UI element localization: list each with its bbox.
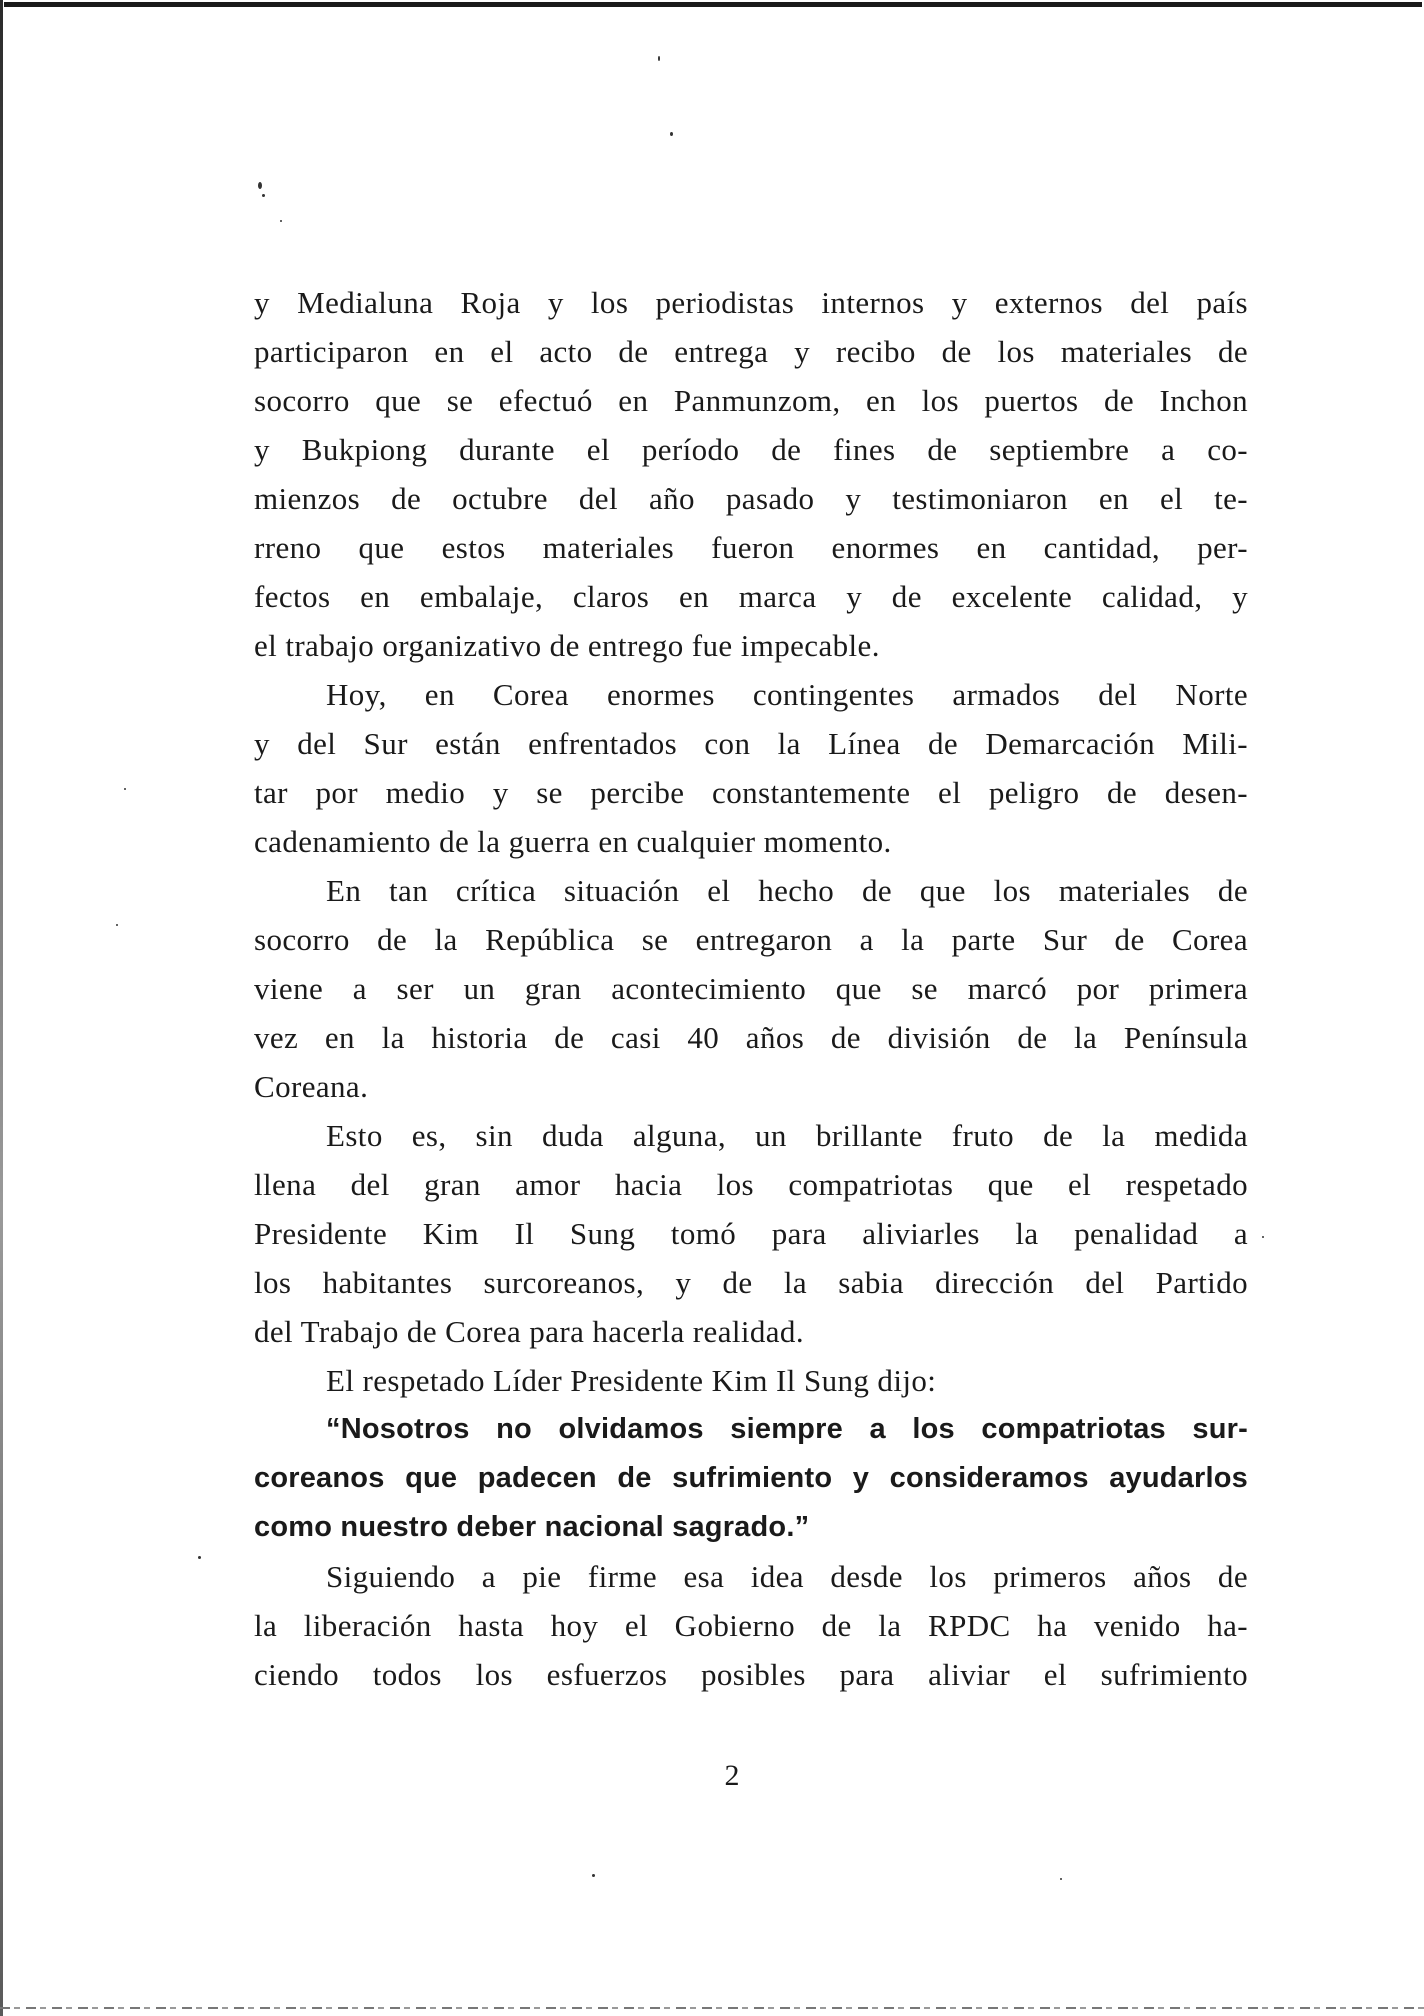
paragraph-start-line: Siguiendo a pie firme esa idea desde los primeros años de	[326, 1559, 1248, 1594]
text-line: fectos en embalaje, claros en marca y de excelente calidad, y	[254, 579, 1248, 614]
scan-edge-top	[4, 2, 1422, 7]
scan-speck	[280, 220, 282, 222]
scan-speck	[1262, 1236, 1264, 1238]
scan-speck	[124, 788, 126, 790]
scan-speck	[670, 132, 673, 136]
quote-line: “Nosotros no olvidamos siempre a los compatriotas sur-	[326, 1413, 1248, 1445]
text-line: Presidente Kim Il Sung tomó para aliviarles la penalidad a	[254, 1216, 1248, 1251]
text-line: ciendo todos los esfuerzos posibles para aliviar el sufrimiento	[254, 1657, 1248, 1692]
scan-edge-bottom	[0, 2007, 1424, 2009]
scan-speck	[116, 924, 118, 926]
text-line: el trabajo organizativo de entrego fue impecable.	[254, 628, 880, 663]
scan-speck	[262, 194, 265, 197]
quote-line: coreanos que padecen de sufrimiento y consideramos ayudarlos	[254, 1462, 1248, 1494]
text-line: y Medialuna Roja y los periodistas internos y externos del país	[254, 285, 1248, 320]
text-line: llena del gran amor hacia los compatriotas que el respetado	[254, 1167, 1248, 1202]
body-text	[254, 278, 1248, 1699]
scan-speck	[198, 1556, 201, 1559]
text-line: cadenamiento de la guerra en cualquier momento.	[254, 824, 892, 859]
paragraph-start-line: Esto es, sin duda alguna, un brillante fruto de la medida	[326, 1118, 1248, 1153]
paragraph-start-line: Hoy, en Corea enormes contingentes armados del Norte	[326, 677, 1248, 712]
scan-edge-left	[0, 0, 3, 2016]
scan-speck	[592, 1874, 595, 1877]
text-line: y del Sur están enfrentados con la Línea de Demarcación Mili-	[254, 726, 1248, 761]
text-line: vez en la historia de casi 40 años de división de la Península	[254, 1020, 1248, 1055]
text-line: y Bukpiong durante el período de fines de septiembre a co-	[254, 432, 1248, 467]
text-line: tar por medio y se percibe constantemente el peligro de desen-	[254, 775, 1248, 810]
scan-speck	[658, 56, 660, 61]
text-line: socorro que se efectuó en Panmunzom, en los puertos de Inchon	[254, 383, 1248, 418]
page-number: 2	[724, 1759, 740, 1792]
text-line: la liberación hasta hoy el Gobierno de la RPDC ha venido ha-	[254, 1608, 1248, 1643]
text-line: participaron en el acto de entrega y recibo de los materiales de	[254, 334, 1248, 369]
text-line: Coreana.	[254, 1069, 369, 1104]
text-line: socorro de la República se entregaron a la parte Sur de Corea	[254, 922, 1248, 957]
text-line: los habitantes surcoreanos, y de la sabia dirección del Partido	[254, 1265, 1248, 1300]
scan-speck	[258, 182, 262, 189]
quote-line: como nuestro deber nacional sagrado.”	[254, 1511, 810, 1543]
text-line: mienzos de octubre del año pasado y testimoniaron en el te-	[254, 481, 1248, 516]
text-line: rreno que estos materiales fueron enormes en cantidad, per-	[254, 530, 1248, 565]
text-line: viene a ser un gran acontecimiento que se marcó por primera	[254, 971, 1248, 1006]
scan-speck	[1060, 1878, 1062, 1880]
paragraph-start-line: El respetado Líder Presidente Kim Il Sung dijo:	[326, 1363, 937, 1398]
text-line: del Trabajo de Corea para hacerla realidad.	[254, 1314, 804, 1349]
paragraph-start-line: En tan crítica situación el hecho de que los materiales de	[326, 873, 1248, 908]
